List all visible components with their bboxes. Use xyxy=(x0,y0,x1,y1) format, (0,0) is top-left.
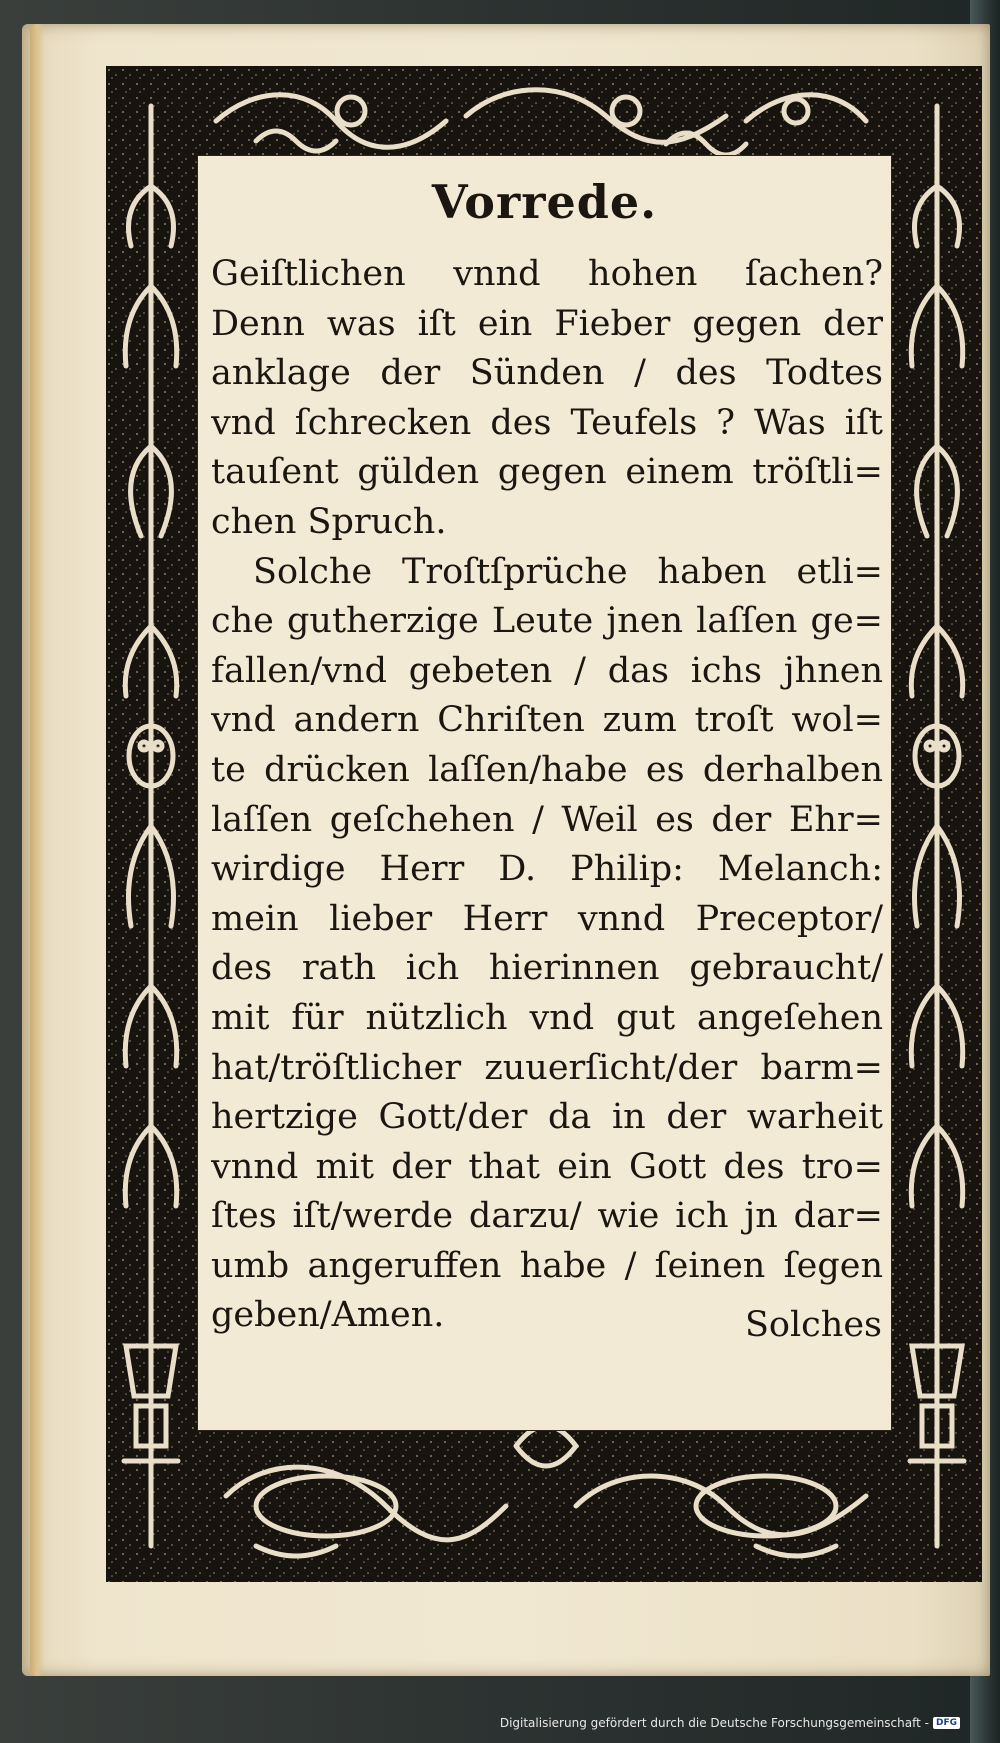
woodcut-border-frame xyxy=(106,66,982,1582)
text-line: che gutherzige Leute jnen laſſen ge= xyxy=(211,601,883,642)
text-line: Solche Troſtſprüche haben etli= xyxy=(253,551,883,592)
text-line: Denn was iſt ein Fieber gegen der xyxy=(211,303,883,344)
text-line: hat/tröſtlicher zuuerſicht/der barm= xyxy=(211,1047,883,1088)
text-line: ſtes iſt/werde darzu/ wie ich jn dar= xyxy=(211,1196,883,1237)
text-line: tauſent gülden gegen einem tröſtli= xyxy=(211,452,883,493)
text-line: umb angeruffen habe / ſeinen ſegen xyxy=(211,1245,883,1286)
digitization-credit xyxy=(500,1716,960,1730)
credit-text: Digitalisierung gefördert durch die Deutsche Forschungsgemeinschaft - xyxy=(499,1716,929,1730)
text-line: hertzige Gott/der da in der warheit xyxy=(211,1097,883,1138)
text-line: mit für nützlich vnd gut angeſehen xyxy=(211,997,883,1038)
text-line: vnd ſchrecken des Teufels ? Was iſt xyxy=(211,402,883,443)
text-line: geben/Amen. xyxy=(211,1295,445,1336)
page-heading: Vorrede. xyxy=(431,175,658,229)
text-line: fallen/vnd gebeten / das ichs jhnen xyxy=(211,650,883,691)
text-line: chen Spruch. xyxy=(211,501,447,542)
page-gutter-edge xyxy=(30,24,44,1676)
text-line: anklage der Sünden / des Todtes xyxy=(211,353,883,394)
text-line: des rath ich hierinnen gebraucht/ xyxy=(211,948,883,989)
text-line: te drücken laſſen/habe es derhalben xyxy=(211,749,883,790)
catchword: Solches xyxy=(744,1305,882,1345)
text-line: wirdige Herr D. Philip: Melanch: xyxy=(211,849,883,890)
body-text xyxy=(211,250,883,1341)
dfg-logo: DFG xyxy=(933,1717,960,1729)
text-block xyxy=(197,155,892,1431)
text-line: Geiſtlichen vnnd hohen ſachen? xyxy=(211,254,883,294)
text-line: mein lieber Herr vnnd Preceptor/ xyxy=(211,898,883,939)
text-line: vnd andern Chriſten zum troſt wol= xyxy=(211,700,883,741)
text-line: laſſen geſchehen / Weil es der Ehr= xyxy=(211,799,883,840)
text-line: vnnd mit der that ein Gott des tro= xyxy=(211,1146,883,1187)
